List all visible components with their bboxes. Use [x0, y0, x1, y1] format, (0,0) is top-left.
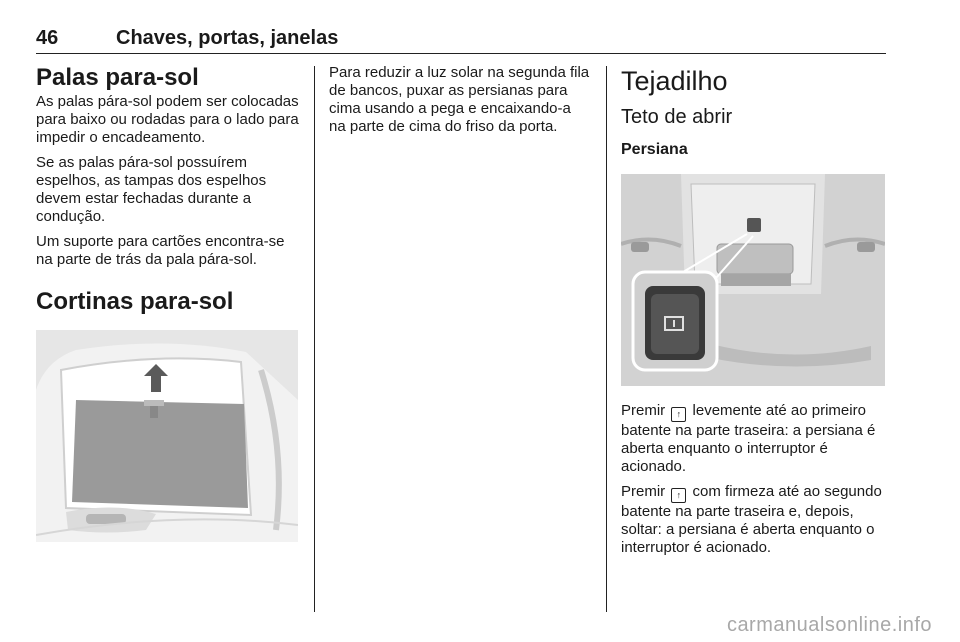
section-heading-sun-curtains: Cortinas para-sol	[36, 288, 234, 315]
text-run: Premir	[621, 483, 666, 500]
page-number: 46	[36, 27, 59, 49]
sun-curtain-illustration	[36, 330, 298, 542]
watermark: carmanualsonline.info	[726, 614, 932, 636]
paragraph: Para reduzir a luz solar na segunda fila de bancos, puxar as persianas para cima usando a pega e encaixando-a na parte de cima do friso da porta.	[329, 64, 590, 135]
chapter-title: Chaves, portas, janelas	[116, 27, 339, 49]
sun-curtain-drawing	[36, 330, 298, 542]
page-header	[36, 27, 886, 54]
column-divider	[314, 66, 315, 612]
right-column	[621, 64, 887, 564]
sunroof-switch-drawing	[621, 174, 885, 386]
left-column	[36, 64, 300, 542]
sunroof-blind-button-icon: ↑	[671, 488, 686, 503]
paragraph: As palas pára-sol podem ser colocadas para baixo ou rodadas para o lado para impedir o encadeamento.	[36, 93, 299, 146]
paragraph: Um suporte para cartões encontra-se na parte de trás da pala pára-sol.	[36, 233, 285, 268]
subheading-blind: Persiana	[621, 141, 688, 158]
middle-column	[329, 64, 591, 143]
sunroof-switch-illustration	[621, 174, 885, 386]
text-run: levemente até ao primeiro batente na parte traseira: a persiana é aberta enquanto o interruptor é acionado.	[621, 402, 876, 475]
paragraph	[621, 483, 887, 557]
section-heading-roof: Tejadilho	[621, 66, 728, 96]
text-run: com firmeza até ao segundo batente na parte traseira e, depois, soltar: a persiana é aberta enquanto o interruptor é acionado.	[621, 483, 882, 556]
sunroof-blind-button-icon: ↑	[671, 407, 686, 422]
section-heading-sun-visors: Palas para-sol	[36, 64, 199, 91]
text-run: Premir	[621, 402, 666, 419]
subheading-sunroof: Teto de abrir	[621, 106, 733, 128]
paragraph	[621, 402, 887, 476]
column-divider	[606, 66, 607, 612]
paragraph: Se as palas pára-sol possuírem espelhos, as tampas dos espelhos devem estar fechadas durante a condução.	[36, 154, 267, 225]
